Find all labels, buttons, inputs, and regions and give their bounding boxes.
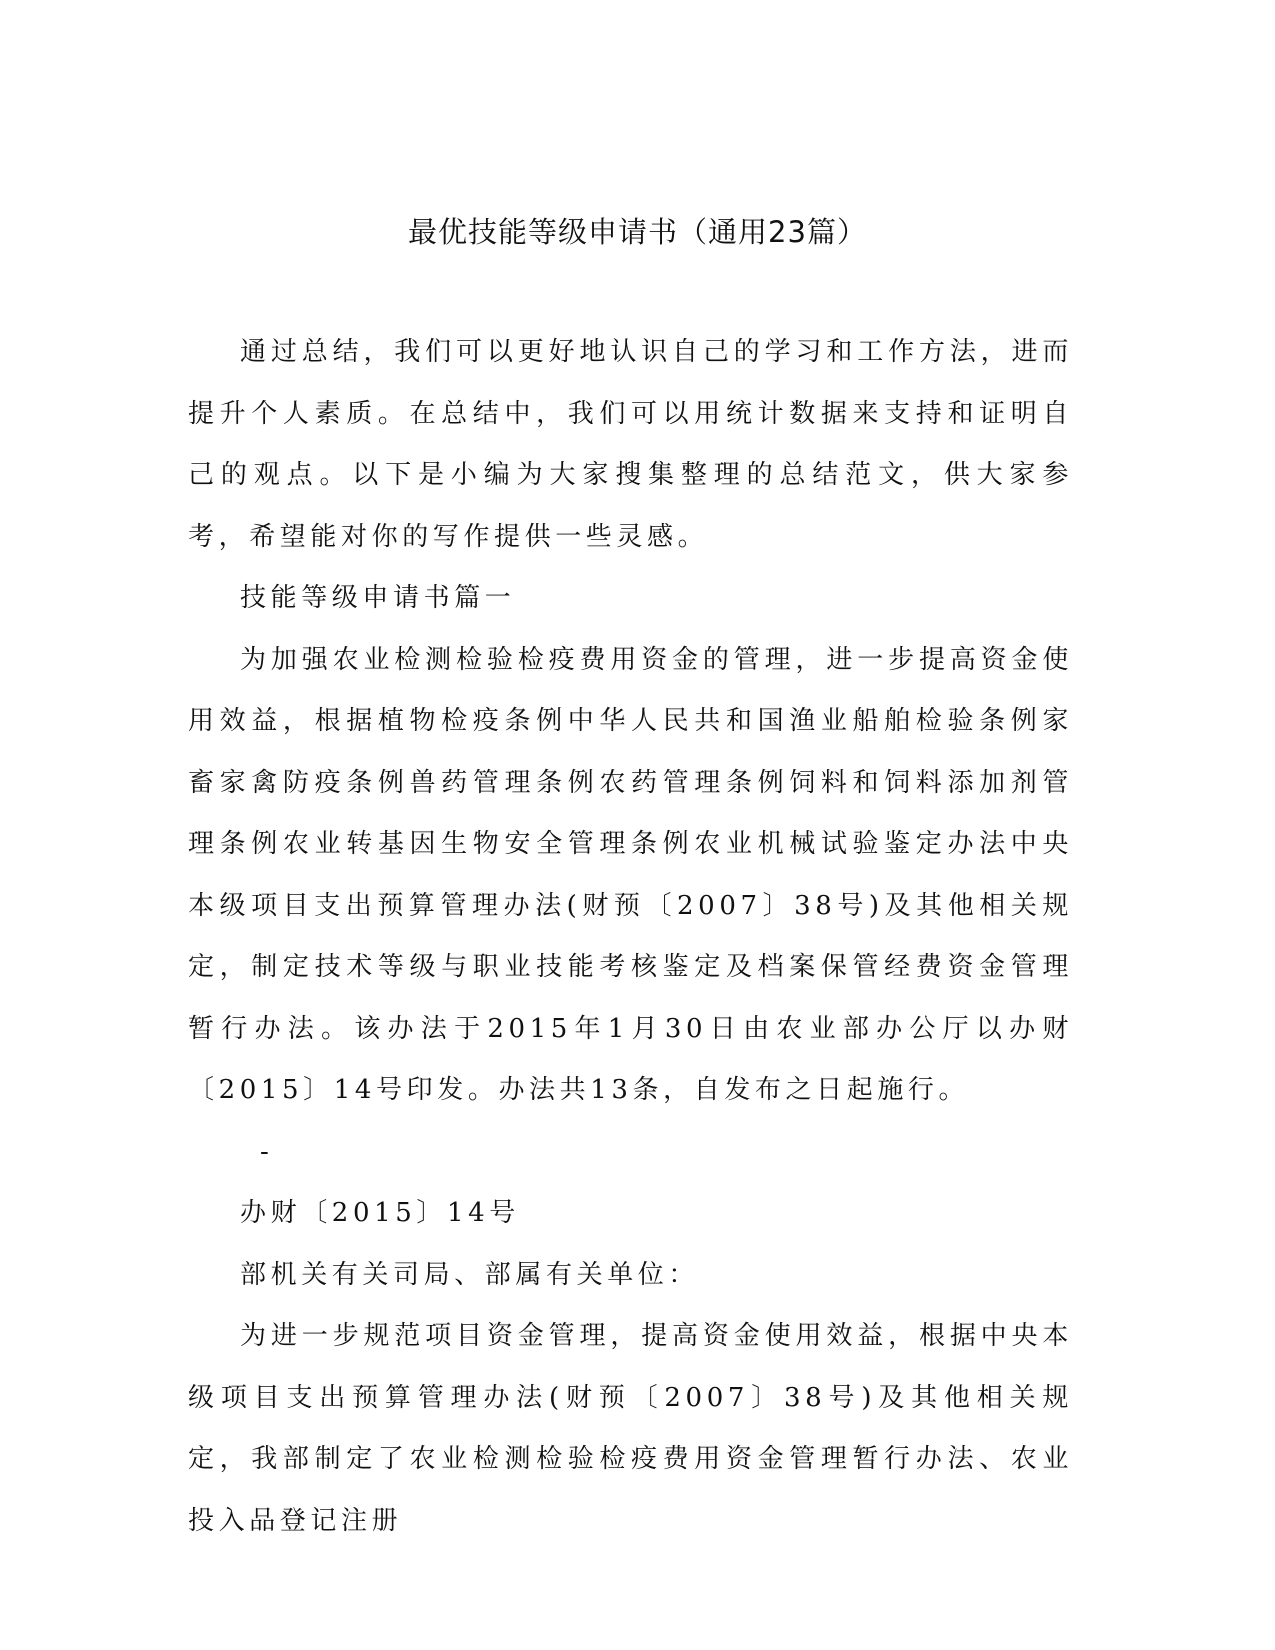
- body-paragraph: 为加强农业检测检验检疫费用资金的管理，进一步提高资金使用效益，根据植物检疫条例中华人民共和国渔业船舶检验条例家畜家禽防疫条例兽药管理条例农药管理条例饲料和饲料添加剂管理条例农业转基因生物安全管理条例农业机械试验鉴定办法中央本级项目支出预算管理办法(财预〔2007〕38号)及其他相关规定，制定技术等级与职业技能考核鉴定及档案保管经费资金管理暂行办法。该办法于2015年1月30日由农业部办公厅以办财〔2015〕14号印发。办法共13条，自发布之日起施行。: [188, 644, 1073, 1105]
- section-heading: 技能等级申请书篇一: [240, 583, 516, 613]
- body-paragraph: 为进一步规范项目资金管理，提高资金使用效益，根据中央本级项目支出预算管理办法(财预〔2007〕38号)及其他相关规定，我部制定了农业检测检验检疫费用资金管理暂行办法、农业投入品登记注册: [188, 1321, 1073, 1536]
- intro-paragraph: 通过总结，我们可以更好地认识自己的学习和工作方法，进而提升个人素质。在总结中，我们可以用统计数据来支持和证明自己的观点。以下是小编为大家搜集整理的总结范文，供大家参考，希望能对你的写作提供一些灵感。: [188, 337, 1073, 552]
- recipient-line: 部机关有关司局、部属有关单位：: [240, 1259, 700, 1290]
- document-body: [188, 322, 1073, 1552]
- document-number: 办财〔2015〕14号: [240, 1198, 520, 1228]
- document-title: 最优技能等级申请书（通用23篇）: [408, 215, 867, 249]
- separator-dash: -: [260, 1136, 274, 1167]
